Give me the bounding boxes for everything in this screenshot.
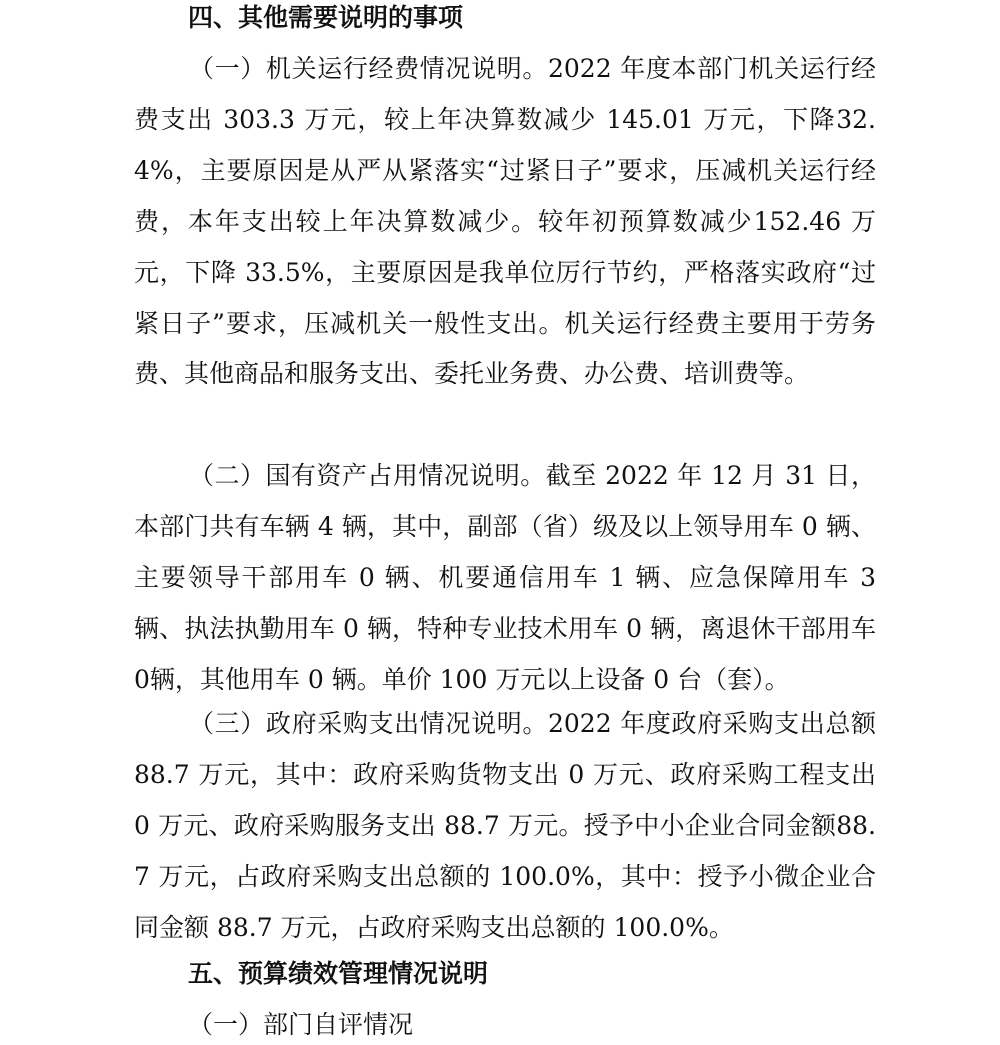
section-four-heading: 四、其他需要说明的事项 bbox=[188, 3, 464, 32]
section-five-heading: 五、预算绩效管理情况说明 bbox=[188, 959, 489, 988]
admin-expense-paragraph: （一）机关运行经费情况说明。2022 年度本部门机关运行经费支出 303.3 万元，较上年决算数减少 145.01 万元，下降32.4%，主要原因是从严从紧落实“过紧日子”要求，压减机关运行经费，本年支出较上年决算数减少。较年初预算数减少152.46 万元，下降 33.5%，主要原因是我单位厉行节约，严格落实政府“过紧日子”要求，压减机关一般性支出。机关运行经费主要用于劳务费、其他商品和服务支出、委托业务费、办公费、培训费等。 bbox=[134, 54, 876, 389]
state-assets-paragraph: （二）国有资产占用情况说明。截至 2022 年 12 月 31 日，本部门共有车辆 4 辆，其中，副部（省）级及以上领导用车 0 辆、主要领导干部用车 0 辆、机要通信用车 1 辆、应急保障用车 3 辆、执法执勤用车 0 辆，特种专业技术用车 0 辆，离退休干部用车 0辆，其他用车 0 辆。单价 100 万元以上设备 0 台（套）。 bbox=[134, 461, 876, 694]
self-evaluation-subheading: （一）部门自评情况 bbox=[188, 1010, 414, 1039]
procurement-paragraph: （三）政府采购支出情况说明。2022 年度政府采购支出总额 88.7 万元，其中：政府采购货物支出 0 万元、政府采购工程支出 0 万元、政府采购服务支出 88.7 万元。授予中小企业合同金额88.7 万元，占政府采购支出总额的 100.0%，其中：授予小微企业合同金额 88.7 万元，占政府采购支出总额的 100.0%。 bbox=[134, 709, 876, 942]
